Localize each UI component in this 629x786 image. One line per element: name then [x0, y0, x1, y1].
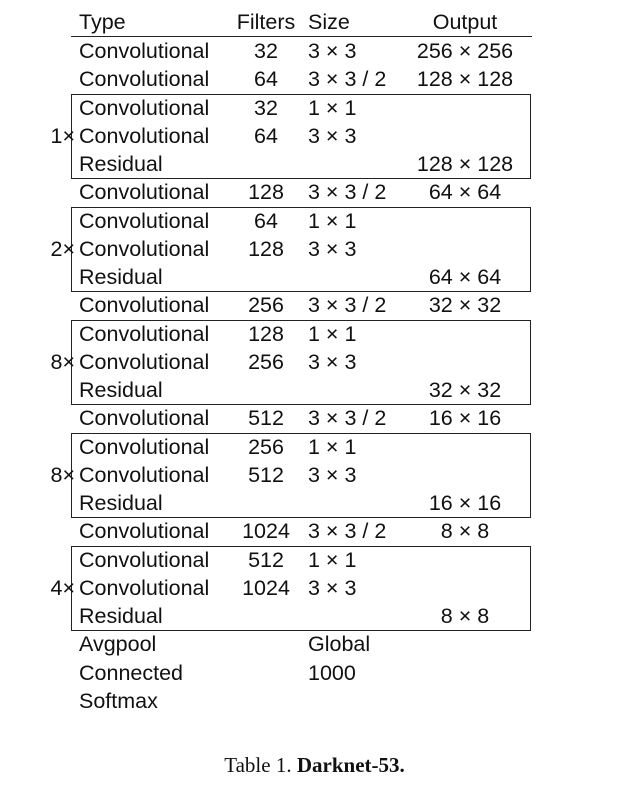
cell-type: Convolutional [79, 237, 210, 261]
cell-type: Convolutional [79, 519, 210, 543]
cell-size: 3 × 3 [308, 350, 357, 374]
cell-size: Global [308, 632, 371, 656]
cell-type: Convolutional [79, 322, 210, 346]
repeat-multiplier: 8× [50, 350, 75, 374]
header-size: Size [308, 10, 350, 34]
repeat-multiplier: 4× [50, 576, 75, 600]
cell-size: 1 × 1 [308, 548, 357, 572]
cell-output: 8 × 8 [440, 604, 490, 628]
cell-filters: 128 [248, 322, 284, 346]
cell-filters: 32 [254, 39, 278, 63]
cell-output: 256 × 256 [416, 39, 514, 63]
cell-output [400, 461, 530, 489]
cell-output [400, 687, 530, 715]
cell-filters: 1024 [242, 519, 290, 543]
caption-title: Darknet-53. [296, 753, 405, 777]
cell-filters: 128 [248, 180, 284, 204]
cell-type: Convolutional [79, 39, 210, 63]
cell-type: Avgpool [79, 632, 157, 656]
cell-filters [230, 376, 302, 404]
cell-filters: 1024 [242, 576, 290, 600]
cell-size: 1 × 1 [308, 435, 357, 459]
cell-type: Convolutional [79, 406, 210, 430]
cell-filters: 512 [248, 406, 284, 430]
cell-filters [230, 263, 302, 291]
cell-filters [230, 630, 302, 658]
cell-filters: 64 [254, 124, 278, 148]
cell-size: 3 × 3 [308, 39, 357, 63]
cell-filters [230, 687, 302, 715]
cell-output [400, 433, 530, 461]
cell-output: 8 × 8 [440, 519, 490, 543]
cell-filters: 128 [248, 237, 284, 261]
cell-type: Softmax [79, 689, 158, 713]
repeat-multiplier: 8× [50, 463, 75, 487]
caption-prefix: Table 1. [224, 753, 297, 777]
cell-output: 32 × 32 [428, 293, 502, 317]
cell-size: 3 × 3 [308, 237, 357, 261]
cell-output [400, 207, 530, 235]
cell-output: 16 × 16 [428, 491, 502, 515]
cell-type: Convolutional [79, 463, 210, 487]
cell-size: 3 × 3 / 2 [308, 293, 387, 317]
cell-size: 1000 [308, 661, 356, 685]
cell-type: Residual [79, 378, 163, 402]
cell-output [400, 630, 530, 658]
cell-type: Convolutional [79, 576, 210, 600]
cell-output: 64 × 64 [428, 265, 502, 289]
cell-filters: 512 [248, 548, 284, 572]
cell-size: 1 × 1 [308, 209, 357, 233]
cell-size: 3 × 3 / 2 [308, 406, 387, 430]
cell-size: 1 × 1 [308, 96, 357, 120]
cell-filters: 512 [248, 463, 284, 487]
cell-output [400, 348, 530, 376]
cell-type: Convolutional [79, 548, 210, 572]
cell-size: 3 × 3 [308, 576, 357, 600]
repeat-multiplier: 2× [50, 237, 75, 261]
cell-type: Convolutional [79, 96, 210, 120]
cell-filters: 256 [248, 435, 284, 459]
cell-output: 16 × 16 [428, 406, 502, 430]
cell-type: Convolutional [79, 67, 210, 91]
cell-filters [230, 150, 302, 178]
table-caption [0, 752, 629, 778]
cell-type: Convolutional [79, 350, 210, 374]
cell-output [400, 574, 530, 602]
cell-output [400, 320, 530, 348]
cell-type: Residual [79, 152, 163, 176]
repeat-multiplier: 1× [50, 124, 75, 148]
cell-type: Connected [79, 661, 183, 685]
cell-filters [230, 489, 302, 517]
cell-type: Convolutional [79, 209, 210, 233]
cell-size: 3 × 3 / 2 [308, 519, 387, 543]
cell-type: Convolutional [79, 124, 210, 148]
cell-type: Convolutional [79, 293, 210, 317]
cell-type: Residual [79, 604, 163, 628]
cell-type: Convolutional [79, 180, 210, 204]
cell-output [400, 546, 530, 574]
cell-output: 32 × 32 [428, 378, 502, 402]
cell-filters [230, 659, 302, 687]
cell-output: 128 × 128 [416, 152, 514, 176]
cell-output: 128 × 128 [416, 67, 514, 91]
cell-output [400, 659, 530, 687]
cell-filters: 64 [254, 67, 278, 91]
cell-filters: 256 [248, 350, 284, 374]
cell-filters: 32 [254, 96, 278, 120]
cell-size: 3 × 3 [308, 124, 357, 148]
cell-filters: 256 [248, 293, 284, 317]
cell-size: 3 × 3 [308, 463, 357, 487]
cell-size: 3 × 3 / 2 [308, 67, 387, 91]
cell-output [400, 94, 530, 122]
cell-size: 1 × 1 [308, 322, 357, 346]
cell-output [400, 235, 530, 263]
header-output: Output [432, 10, 498, 34]
cell-output: 64 × 64 [428, 180, 502, 204]
header-type: Type [79, 10, 126, 34]
cell-type: Convolutional [79, 435, 210, 459]
cell-filters: 64 [254, 209, 278, 233]
cell-type: Residual [79, 491, 163, 515]
cell-filters [230, 602, 302, 630]
cell-size: 3 × 3 / 2 [308, 180, 387, 204]
cell-output [400, 122, 530, 150]
header-filters: Filters [236, 10, 296, 34]
cell-type: Residual [79, 265, 163, 289]
